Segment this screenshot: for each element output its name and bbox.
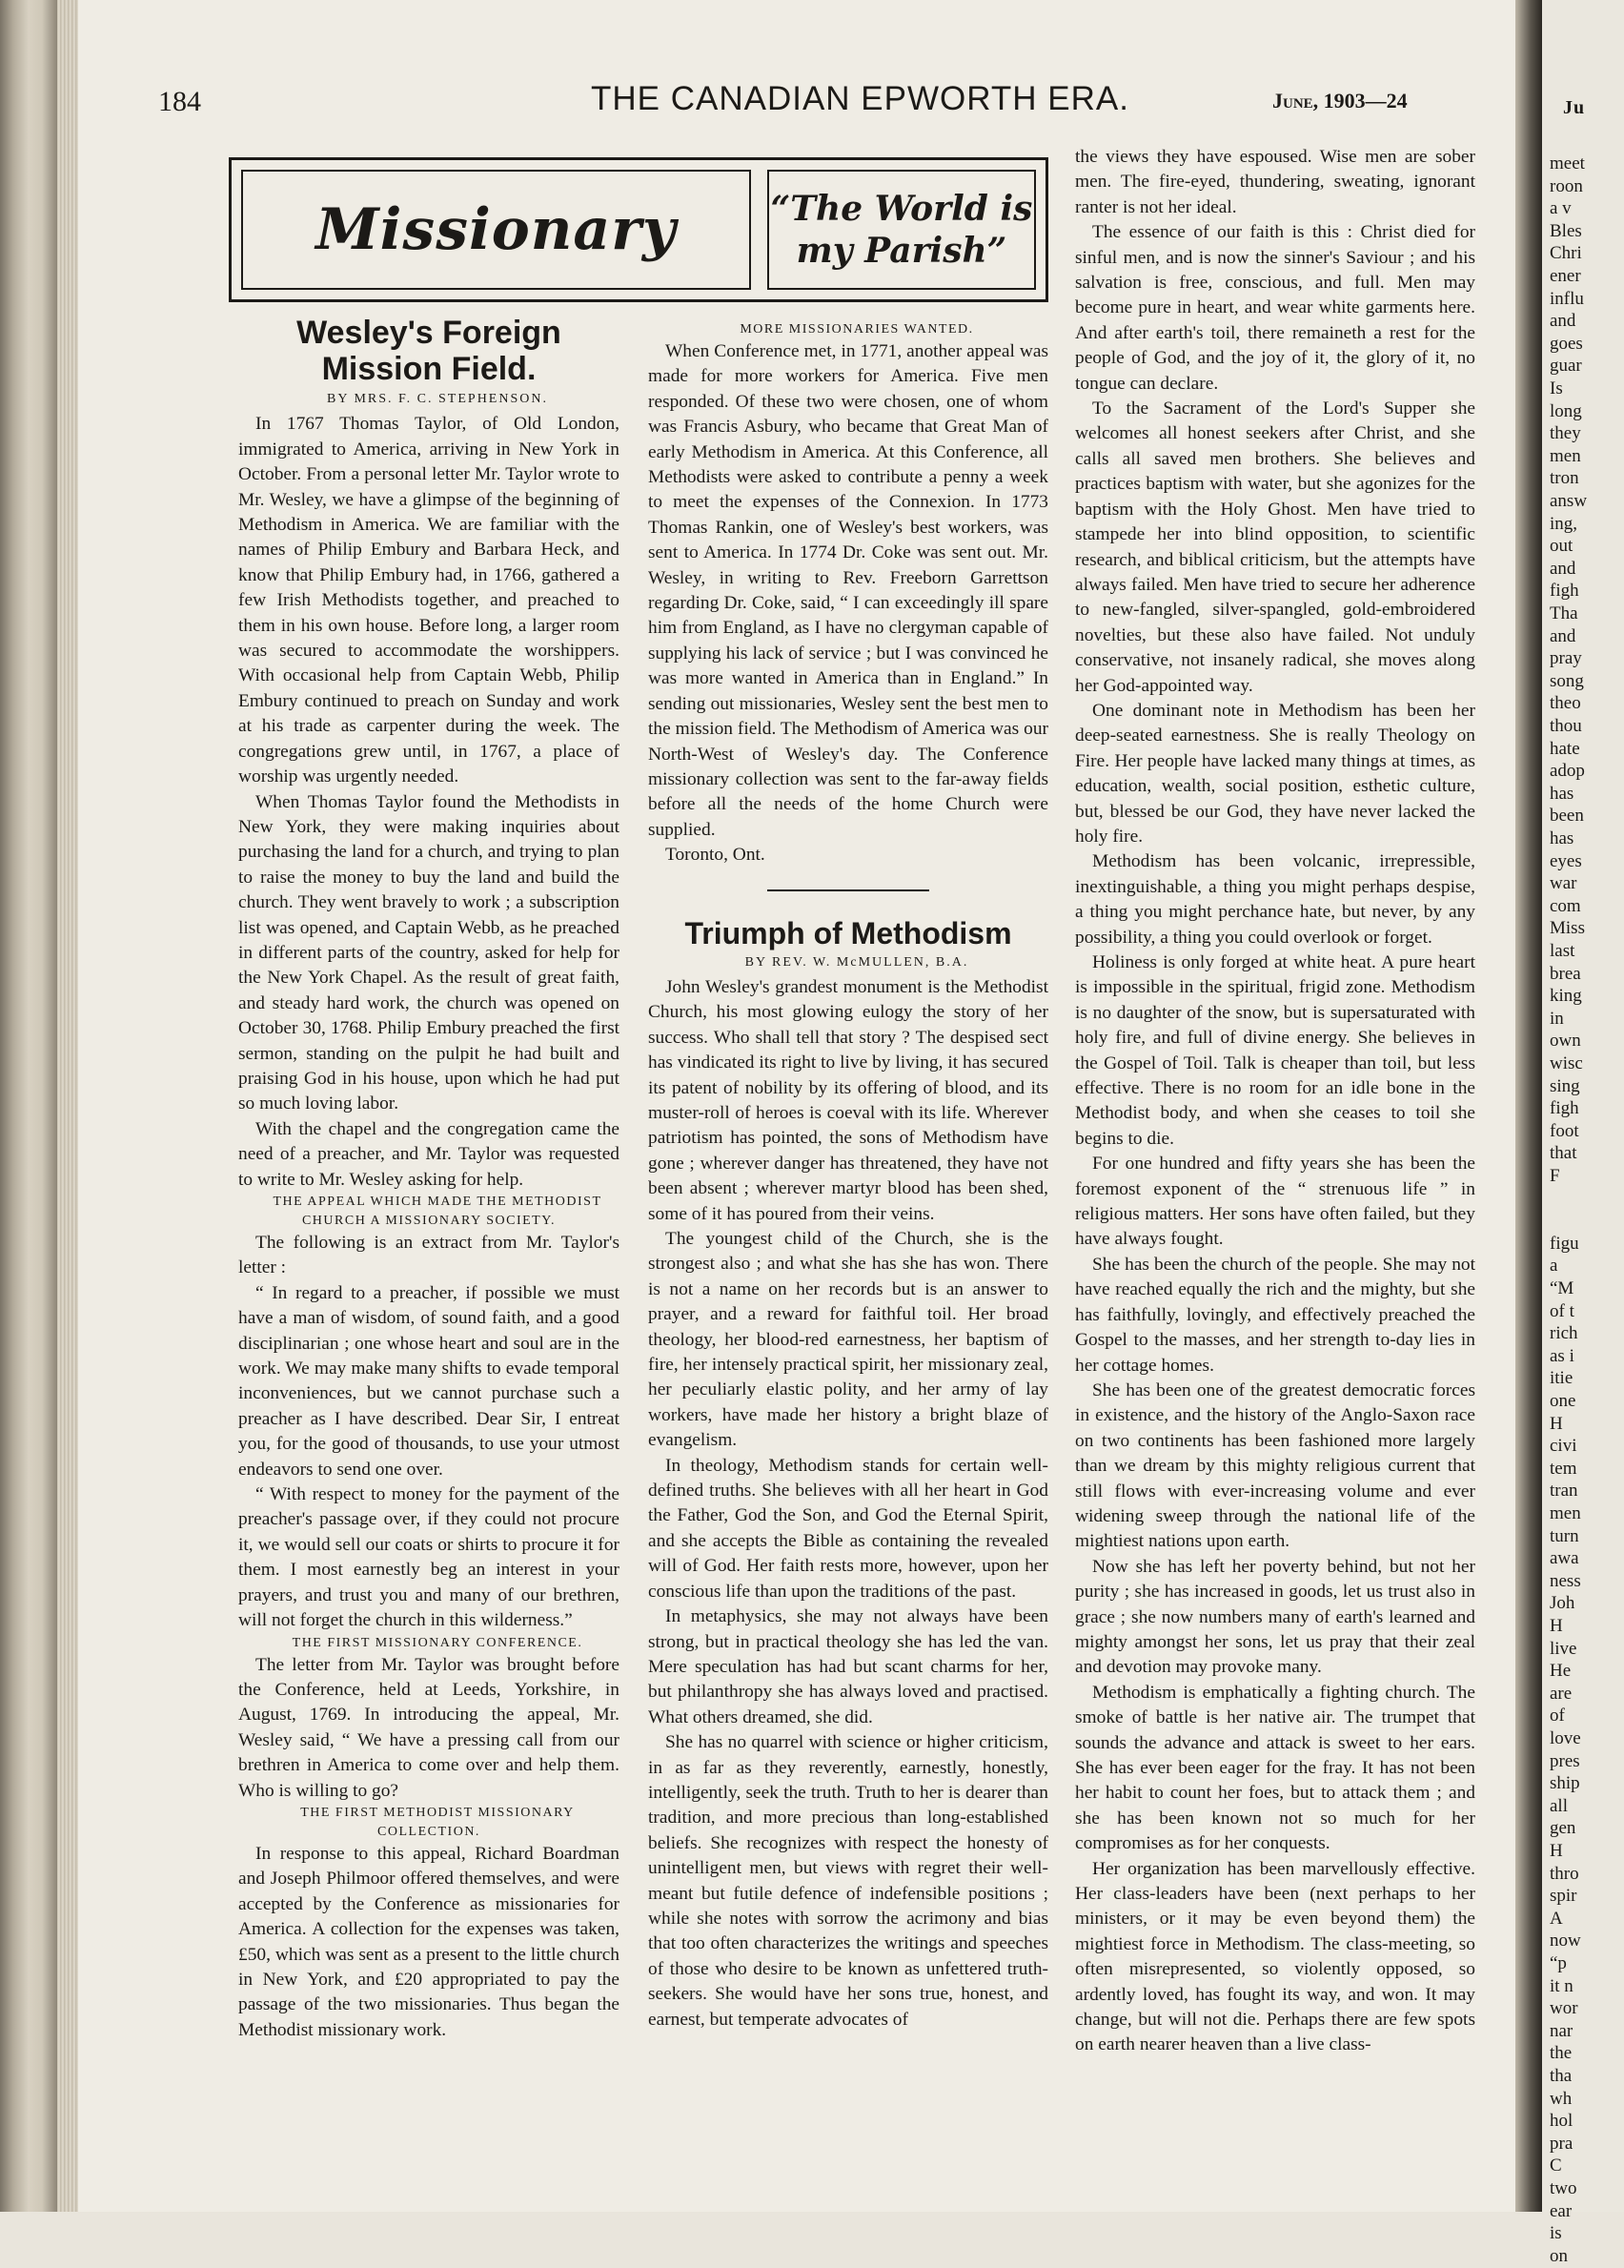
facing-page-line-fragment: ener (1550, 266, 1581, 286)
facing-page-line-fragment: as i (1550, 1345, 1574, 1366)
motto-line-2: my Parish” (796, 231, 1007, 271)
facing-page-line-fragment: Joh (1550, 1593, 1575, 1614)
facing-page-line-fragment: been (1550, 806, 1584, 827)
facing-page-line-fragment: has (1550, 783, 1574, 804)
facing-page-line-fragment: men (1550, 1503, 1581, 1523)
section-title-box (241, 170, 751, 290)
article-paragraph: Her organization has been marvellously effective. Her class-leaders have been (next perhaps to her ministers, or it may be even beyond them) the mightiest force in Methodism. The class-meeting, so often misrepresented, so violently opposed, so ardently loved, has fought its way, and won. It may change, but will not die. Perhaps there are few spots on earth nearer heaven than a live class- (1075, 1858, 1475, 2055)
facing-page-line-fragment: “p (1550, 1953, 1567, 1973)
article-paragraph: the views they have espoused. Wise men are sober men. The fire-eyed, thundering, sweating, ignorant ranter is not her ideal. (1075, 147, 1475, 217)
facing-page-line-fragment: nar (1550, 2020, 1573, 2041)
subheading: THE FIRST MISSIONARY CONFERENCE. (292, 1635, 583, 1650)
facing-page-line-fragment: Bles (1550, 220, 1582, 241)
article-paragraph: Methodism is emphatically a fighting church. The smoke of battle is her native air. The trumpet that sounds the advance and attack is sweet to her ears. She has ever been eager for the fray. It has not been her habit to count her foes, but to attack them ; and she has been known not so much for her compromises as for her conquests. (1075, 1682, 1475, 1854)
facing-page-line-fragment: figh (1550, 1098, 1579, 1119)
facing-page-line-fragment: theo (1550, 693, 1581, 714)
article-paragraph: In metaphysics, she may not always have been strong, but in practical theology she has led the van. Mere speculation has had but scant charms for her, but philanthropy she has always loved and practised. What others dreamed, she did. (648, 1606, 1048, 1727)
facing-page-line-fragment: one (1550, 1391, 1576, 1411)
facing-page-line-fragment: that (1550, 1143, 1577, 1164)
column-3 (1075, 145, 1475, 2058)
facing-page-line-fragment: F (1550, 1166, 1560, 1186)
facing-page-line-fragment: H (1550, 1413, 1563, 1434)
facing-page-line-fragment: wor (1550, 1998, 1578, 2019)
facing-page-line-fragment: influ (1550, 288, 1584, 309)
article-paragraph: The following is an extract from Mr. Taylor's letter : (238, 1233, 619, 1278)
section-banner (229, 157, 1048, 302)
facing-page (1542, 0, 1624, 2266)
quoted-paragraph: “ In regard to a preacher, if possible we must have a man of wisdom, of sound faith, and a good disciplinarian ; one whose heart and soul are in the work. We may make many shifts to evade temporal inconveniences, but we cannot purchase such a preacher as I have described. Dear Sir, I entreat you, for the good of thousands, to use your utmost endeavors to send one over. (238, 1282, 619, 1480)
article-signoff: Toronto, Ont. (665, 845, 765, 866)
facing-page-line-fragment: figh (1550, 581, 1579, 602)
article-paragraph: To the Sacrament of the Lord's Supper she welcomes all honest seekers after Christ, and she calls all saved men brothers. She believes and practices baptism with water, but she agonizes for the baptism with the Holy Ghost. Men have tried to stampede her into blind opposition, to scientific research, and biblical criticism, but the attempts have always failed. Men have tried to secure her adherence to new-fangled, silver-spangled, gold-embroidered novelties, but these also have failed. Not unduly conservative, not insanely radical, she moves along her God-appointed way. (1075, 398, 1475, 696)
publication-title: THE CANADIAN EPWORTH ERA. (591, 80, 1129, 117)
article-paragraph: Now she has left her poverty behind, but not her purity ; she has increased in goods, let us trust also in grace ; she now numbers many of earth's learned and mighty amongst her sons, let us pray that their zeal and devotion may provoke many. (1075, 1556, 1475, 1678)
facing-page-line-fragment: ear (1550, 2200, 1573, 2221)
article-paragraph: When Thomas Taylor found the Methodists in New York, they were making inquiries about purchasing the land for a church, and trying to plan to raise the money to buy the land and build the church. They went bravely to work ; a subscription list was opened, and Captain Webb, as he preached in different parts of the country, asked for help for the New York Chapel. As the result of great faith, and steady hard work, the church was opened on October 30, 1768. Philip Embury preached the first sermon, standing on the pulpit he had built and praising God in his house, upon which he had put so much loving labor. (238, 791, 619, 1114)
article-paragraph: The youngest child of the Church, she is the strongest also ; and what she has she has won. There is not a name on her records but is an answer to prayer, and a reward for faithful toil. Her broad theology, her blood-red earnestness, her baptism of fire, her intensely practical spirit, her missionary zeal, her peculiarly elastic polity, and her army of lay workers, have made her history a bright blaze of evangelism. (648, 1229, 1048, 1451)
article-byline: BY REV. W. McMULLEN, B.A. (744, 954, 969, 970)
facing-page-line-fragment: A (1550, 1908, 1563, 1929)
facing-page-line-fragment: pra (1550, 2133, 1573, 2154)
facing-page-line-fragment: all (1550, 1795, 1568, 1816)
facing-page-line-fragment: roon (1550, 175, 1583, 196)
facing-page-line-fragment: long (1550, 400, 1582, 421)
facing-page-line-fragment: thou (1550, 716, 1582, 736)
facing-page-line-fragment: they (1550, 423, 1581, 444)
motto (771, 188, 1033, 272)
facing-page-line-fragment: itie (1550, 1368, 1573, 1389)
facing-page-line-fragment: guar (1550, 356, 1582, 377)
facing-page-line-fragment: tem (1550, 1458, 1577, 1479)
facing-page-line-fragment: has (1550, 828, 1574, 848)
facing-page-line-fragment: answ (1550, 491, 1588, 511)
facing-page-line-fragment: the (1550, 2043, 1573, 2064)
article-paragraph: John Wesley's grandest monument is the Methodist Church, his most glowing eulogy the story of her success. Who shall tell that story ? The despised sect has vindicated its right to live by living, it has secured its patent of nobility by its offering of blood, and its muster-roll of heroes is coeval with its life. Wherever patriotism has pointed, the sons of Methodism have gone ; wherever danger has threatened, they have not been absent ; wherever martyr blood has been shed, some of it has poured from their veins. (648, 976, 1048, 1224)
facing-page-line-fragment: is (1550, 2223, 1562, 2244)
facing-page-line-fragment: eyes (1550, 850, 1582, 871)
article-paragraph: One dominant note in Methodism has been her deep-seated earnestness. She is really Theology on Fire. Her people have lacked many things at times, as education, wealth, social position, esthetic culture, but, blessed be our God, they have never lacked the holy fire. (1075, 700, 1475, 847)
facing-page-line-fragment: meet (1550, 153, 1585, 174)
facing-page-line-fragment: and (1550, 311, 1576, 332)
facing-page-line-fragment: Miss (1550, 918, 1585, 939)
facing-page-line-fragment: in (1550, 1008, 1564, 1029)
facing-page-line-fragment: tran (1550, 1481, 1578, 1502)
subheading: MORE MISSIONARIES WANTED. (740, 322, 974, 337)
facing-page-line-fragment: Tha (1550, 603, 1578, 623)
article-paragraph: In 1767 Thomas Taylor, of Old London, immigrated to America, arriving in New York in October. From a personal letter Mr. Taylor wrote to Mr. Wesley, we have a glimpse of the beginning of Methodism in America. We are familiar with the names of Philip Embury and Barbara Heck, and know that Philip Embury had, in 1766, gathered a few Irish Methodists together, and preached to them in his own house. Before long, a larger room was secured to accommodate the worshippers. With occasional help from Captain Webb, Philip Embury continued to preach on Sunday and work at his trade as carpenter during the week. The congregations grew until, in 1767, a place of worship was urgently needed. (238, 414, 619, 787)
column-2 (648, 320, 1048, 2033)
article-title: Triumph of Methodism (684, 915, 1012, 950)
facing-page-line-fragment: of (1550, 1706, 1565, 1727)
facing-page-line-fragment: figu (1550, 1233, 1579, 1254)
facing-page-line-fragment: are (1550, 1683, 1573, 1704)
facing-page-line-fragment: tha (1550, 2066, 1573, 2086)
quoted-paragraph: “ With respect to money for the payment of the preacher's passage over, if they could not procure it, we would sell our coats or shirts to procure it for them. I most earnestly beg an interest in your prayers, and trust you and many of our brethren, will not forget the church in this wilderness.” (238, 1484, 619, 1631)
article-paragraph: The letter from Mr. Taylor was brought before the Conference, held at Leeds, Yorkshire, in August, 1769. In introducing the appeal, Mr. Wesley said, “ We have a pressing call from our brethren in America to come over and help them. Who is willing to go? (238, 1654, 619, 1801)
facing-page-line-fragment: rich (1550, 1323, 1578, 1344)
facing-page-line-fragment: king (1550, 986, 1582, 1007)
issue-date: June, 1903—24 (1272, 89, 1408, 112)
facing-page-line-fragment: wisc (1550, 1053, 1583, 1073)
facing-page-line-fragment: foot (1550, 1120, 1579, 1141)
facing-page-line-fragment: hol (1550, 2111, 1573, 2132)
facing-page-line-fragment: men (1550, 445, 1581, 466)
facing-page-line-fragment: love (1550, 1728, 1581, 1748)
section-divider (767, 889, 929, 891)
facing-page-line-fragment: out (1550, 536, 1573, 557)
article-paragraph: When Conference met, in 1771, another appeal was made for more workers for America. Five men responded. Of these two were chosen, one of whom was Francis Asbury, who became that Great Man of early Methodism in America. At this Conference, all Methodists were asked to contribute a penny a week to meet the expenses of the Connexion. In 1773 Thomas Rankin, one of Wesley's best workers, was sent to America. In 1774 Dr. Coke was sent out. Mr. Wesley, in writing to Rev. Freeborn Garrettson regarding Dr. Coke, said, “ I can exceedingly ill spare him from England, as I have no clergyman capable of supplying his lack of service ; but I was convinced he was more wanted in America than in England.” In sending out missionaries, Wesley sent the best men to the mission field. The Methodism of America was our North-West of Wesley's day. The Conference missionary collection was sent to the far-away fields before all the needs of the home Church were supplied. (648, 341, 1048, 840)
article-paragraph: She has been one of the greatest democratic forces in existence, and the history of the Anglo-Saxon race on two continents has been fashioned more largely than we dream by this mighty religious current that still flows with ever-increasing volume and ever widening sweep through the national life of the mightiest nations upon earth. (1075, 1379, 1475, 1552)
facing-page-line-fragment: thro (1550, 1863, 1579, 1884)
facing-page-line-fragment: live (1550, 1638, 1577, 1659)
article-byline: BY MRS. F. C. STEPHENSON. (327, 392, 548, 406)
facing-page-line-fragment: adop (1550, 761, 1585, 782)
motto-box (767, 170, 1036, 290)
facing-page-line-fragment: wh (1550, 2088, 1573, 2109)
page-edge (57, 0, 78, 2212)
facing-page-line-fragment: Chri (1550, 243, 1582, 264)
facing-page-line-fragment: own (1550, 1031, 1581, 1052)
column-1 (238, 315, 619, 2043)
article-paragraph: She has been the church of the people. She may not have reached equally the rich and the mighty, but she has faithfully, lovingly, and effectively preached the Gospel to the masses, and her strength to-day lies in her cottage homes. (1075, 1254, 1475, 1376)
facing-page-line-fragment: and (1550, 558, 1576, 579)
facing-page-line-fragment: a v (1550, 198, 1572, 219)
facing-page-line-fragment: Is (1550, 378, 1563, 398)
facing-page-line-fragment: sing (1550, 1075, 1580, 1096)
article-paragraph: With the chapel and the congregation came the need of a preacher, and Mr. Taylor was requested to write to Mr. Wesley asking for help. (238, 1118, 619, 1190)
facing-page-line-fragment: He (1550, 1661, 1572, 1682)
article-paragraph: Holiness is only forged at white heat. A pure heart is impossible in the spiritual, frigid zone. Methodism is no daughter of the snow, but is supersaturated with holy fire, and full of divine energy. She believes in the Gospel of Toil. Talk is cheaper than toil, but less effective. There is no room for an idle bone in the Methodist body, and when she ceases to toil she begins to die. (1075, 952, 1475, 1149)
section-title: Missionary (315, 196, 677, 263)
article-paragraph: For one hundred and fifty years she has been the foremost exponent of the “ strenuous life ” in religious matters. Her sons have often failed, but they have always fought. (1075, 1154, 1475, 1250)
book-gutter (1515, 0, 1542, 2212)
facing-page-line-fragment: two (1550, 2178, 1577, 2198)
facing-page-line-fragment: now (1550, 1931, 1581, 1951)
facing-page-line-fragment: civi (1550, 1436, 1577, 1457)
facing-page-line-fragment: song (1550, 670, 1584, 691)
facing-page-line-fragment: pres (1550, 1750, 1580, 1771)
facing-page-line-fragment: hate (1550, 738, 1580, 759)
subheading: THE APPEAL WHICH MADE THE METHODIST CHURCH A MISSIONARY SOCIETY. (273, 1195, 602, 1228)
facing-page-line-fragment: it n (1550, 1975, 1573, 1996)
facing-page-line-fragment: awa (1550, 1548, 1579, 1569)
facing-page-header: Ju (1563, 97, 1586, 118)
facing-page-line-fragment: gen (1550, 1818, 1576, 1839)
facing-page-line-fragment: of t (1550, 1300, 1574, 1321)
facing-page-line-fragment: last (1550, 941, 1575, 961)
facing-page-line-fragment: and (1550, 625, 1576, 646)
page-number: 184 (158, 86, 201, 117)
facing-page-line-fragment: brea (1550, 963, 1581, 984)
article-paragraph: She has no quarrel with science or higher criticism, in as far as they reverently, earnestly, honestly, intelligently, seek the truth. Truth to her is dearer than tradition, and more precious than long-established beliefs. She recognizes with respect the honesty of unintelligent men, but views with regret their well-meant but futile defence of indefensible positions ; while she notes with sorrow the acrimony and bias that too often characterizes the writings and speeches of those who desire to be known as unfettered truth-seekers. She would have her sons true, honest, and earnest, but temperate advocates of (648, 1732, 1048, 2030)
facing-page-line-fragment: tron (1550, 468, 1579, 489)
facing-page-line-fragment: turn (1550, 1525, 1579, 1546)
facing-page-line-fragment: ship (1550, 1773, 1580, 1794)
article-title: Wesley's Foreign Mission Field. (296, 315, 561, 387)
facing-page-line-fragment: C (1550, 2156, 1562, 2176)
facing-page-line-fragment: ness (1550, 1570, 1581, 1591)
facing-page-line-fragment: “M (1550, 1278, 1574, 1298)
facing-page-line-fragment: a (1550, 1256, 1558, 1277)
article-paragraph: The essence of our faith is this : Christ died for sinful men, and is now the sinner's Saviour ; and his salvation is free, conscious, and full. Men may become pure in heart, and wear white garments here. And after earth's toil, there remaineth a rest for the people of God, and the joy of it, the glory of it, no tongue can declare. (1075, 222, 1475, 394)
article-paragraph: In theology, Methodism stands for certain well-defined truths. She believes with all her heart in God the Father, God the Son, and God the Eternal Spirit, and she accepts the Bible as containing the revealed will of God. Her faith rests more, however, upon her conscious life than upon the traditions of the past. (648, 1455, 1048, 1602)
facing-page-line-fragment: war (1550, 873, 1577, 894)
book-binding (0, 0, 57, 2212)
facing-page-line-fragment: spir (1550, 1886, 1577, 1907)
facing-page-line-fragment: ing, (1550, 513, 1578, 534)
facing-page-line-fragment: com (1550, 895, 1581, 916)
article-paragraph: In response to this appeal, Richard Boardman and Joseph Philmoor offered themselves, and were accepted by the Conference as missionaries for America. A collection for the expenses was taken, £50, which was sent as a present to the little church in New York, and £20 appropriated to pay the passage of the two missionaries. Thus began the Methodist missionary work. (238, 1843, 619, 2040)
facing-page-line-fragment: H (1550, 1616, 1563, 1636)
motto-line-1: “The World is (770, 189, 1033, 229)
facing-page-line-fragment: goes (1550, 333, 1583, 354)
subheading: THE FIRST METHODIST MISSIONARY COLLECTION. (300, 1805, 575, 1839)
article-paragraph: Methodism has been volcanic, irrepressible, inextinguishable, a thing you might perhaps despise, a thing you might perchance hate, but never, by any possibility, a thing you could overlook or forget. (1075, 851, 1475, 948)
facing-page-line-fragment: pray (1550, 648, 1582, 669)
facing-page-line-fragment: H (1550, 1841, 1563, 1861)
facing-page-line-fragment: on (1550, 2245, 1568, 2266)
